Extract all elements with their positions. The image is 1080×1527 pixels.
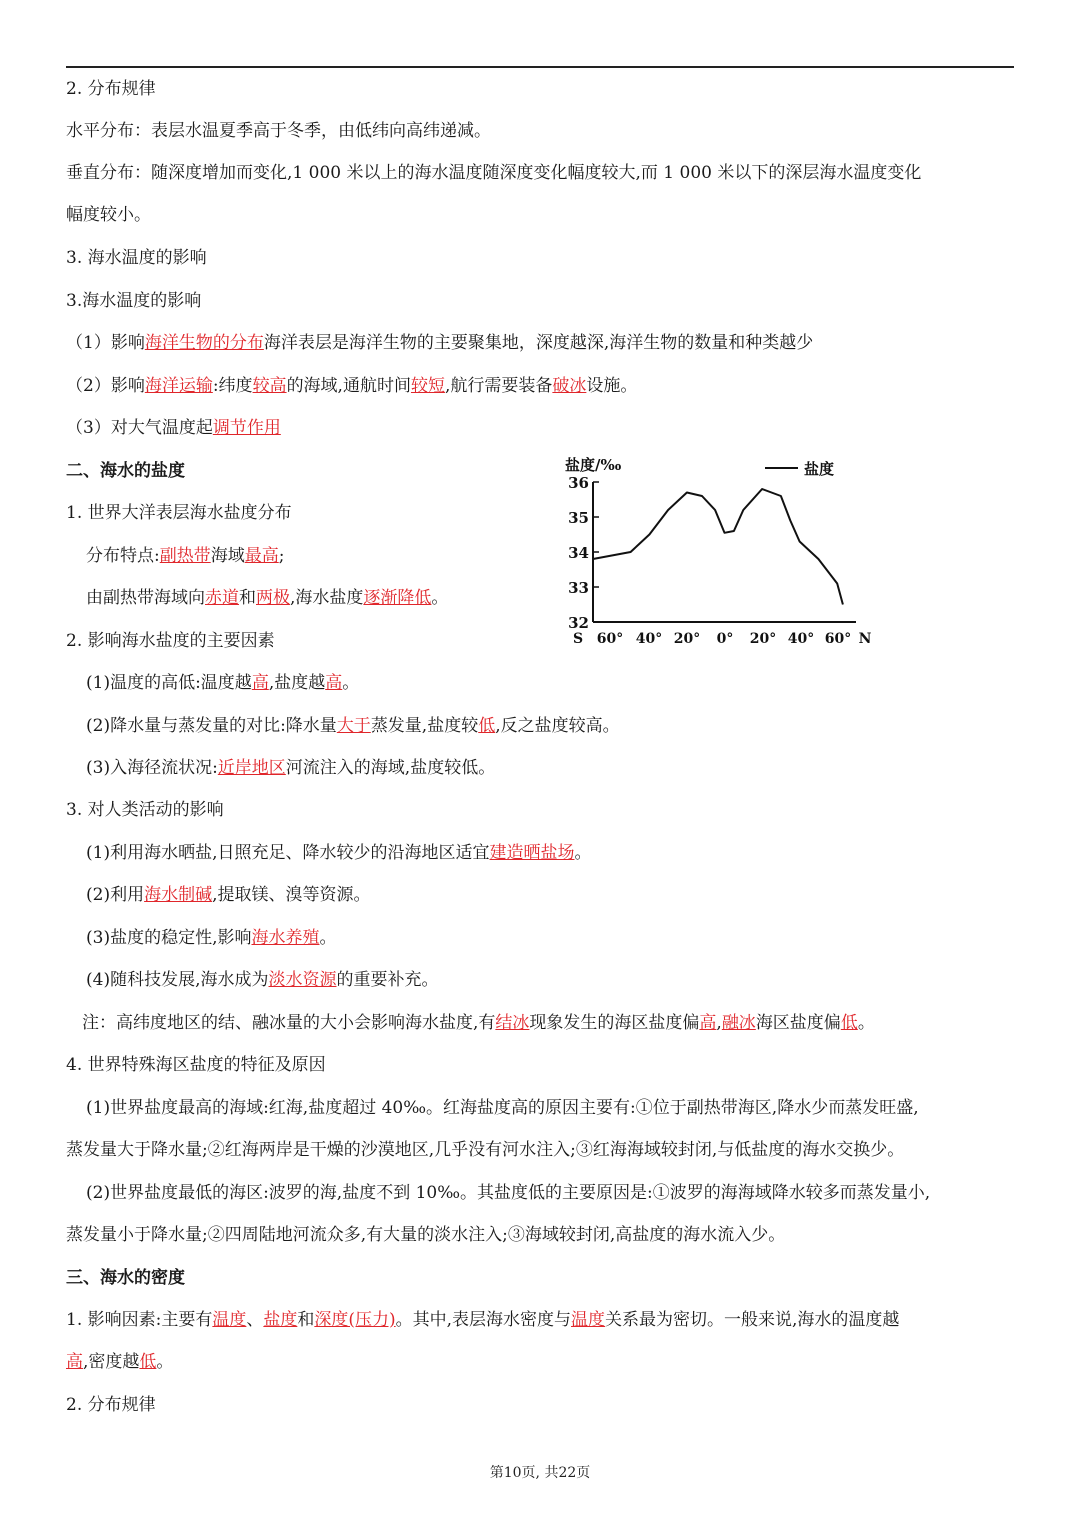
y-tick-label: 34 bbox=[568, 544, 589, 562]
y-tick-label: 32 bbox=[568, 614, 589, 632]
density-factors-cont: 高,密度越低。 bbox=[66, 1352, 174, 1372]
x-tick-label: 60° bbox=[824, 631, 852, 647]
density-factors: 1. 影响因素:主要有温度、盐度和深度(压力)。其中,表层海水密度与温度关系最为密切。一般来说,海水的温度越 bbox=[66, 1310, 900, 1330]
page-footer: 第10页, 共22页 bbox=[489, 1465, 591, 1481]
y-tick-label: 35 bbox=[568, 509, 589, 527]
x-tick-label: 40° bbox=[635, 631, 663, 647]
section-salinity-title: 二、海水的盐度 bbox=[66, 461, 185, 481]
impact-aquaculture: (3)盐度的稳定性,影响海水养殖。 bbox=[86, 928, 337, 948]
influence-marine-life: （1）影响海洋生物的分布海洋表层是海洋生物的主要聚集地，深度越深,海洋生物的数量和种类越少 bbox=[66, 333, 814, 353]
vertical-distribution-text-cont: 幅度较小。 bbox=[66, 205, 151, 225]
x-tick-label: 60° bbox=[596, 631, 624, 647]
red-sea-text-cont: 蒸发量大于降水量;②红海两岸是干燥的沙漠地区,几乎没有河水注入;③红海海域较封闭,与低盐度的海水交换少。 bbox=[66, 1140, 905, 1160]
heading-temperature-influence-dup: 3.海水温度的影响 bbox=[66, 291, 202, 311]
y-tick-label: 36 bbox=[568, 474, 589, 492]
section-density-title: 三、海水的密度 bbox=[66, 1268, 185, 1288]
x-tick-label: 0° bbox=[716, 631, 734, 647]
factor-precipitation-evaporation: (2)降水量与蒸发量的对比:降水量大于蒸发量,盐度较低,反之盐度较高。 bbox=[86, 716, 620, 736]
salinity-feature: 分布特点:副热带海域最高; bbox=[86, 546, 285, 566]
factor-temperature: (1)温度的高低:温度越高,盐度越高。 bbox=[86, 673, 360, 693]
x-tick-label: 40° bbox=[787, 631, 815, 647]
impact-soda: (2)利用海水制碱,提取镁、溴等资源。 bbox=[86, 885, 371, 905]
heading-human-impact: 3. 对人类活动的影响 bbox=[66, 800, 224, 820]
impact-freshwater: (4)随科技发展,海水成为淡水资源的重要补充。 bbox=[86, 970, 439, 990]
factor-runoff: (3)入海径流状况:近岸地区河流注入的海域,盐度较低。 bbox=[86, 758, 496, 778]
heading-special-seas: 4. 世界特殊海区盐度的特征及原因 bbox=[66, 1055, 326, 1075]
heading-salinity-distribution: 1. 世界大洋表层海水盐度分布 bbox=[66, 503, 292, 523]
red-sea-text: (1)世界盐度最高的海域:红海,盐度超过 40‰。红海盐度高的原因主要有:①位于副热带海区,降水少而蒸发旺盛, bbox=[86, 1098, 919, 1118]
influence-air-temperature: （3）对大气温度起调节作用 bbox=[66, 418, 281, 438]
x-tick-label: 20° bbox=[749, 631, 777, 647]
legend-label: 盐度 bbox=[804, 460, 835, 478]
influence-marine-transport: （2）影响海洋运输:纬度较高的海域,通航时间较短,航行需要装备破冰设施。 bbox=[66, 376, 638, 396]
x-tick-label: 20° bbox=[673, 631, 701, 647]
horizontal-distribution-text: 水平分布：表层水温夏季高于冬季，由低纬向高纬递减。 bbox=[66, 121, 491, 141]
impact-salt-making: (1)利用海水晒盐,日照充足、降水较少的沿海地区适宜建造晒盐场。 bbox=[86, 843, 592, 863]
vertical-distribution-text: 垂直分布：随深度增加而变化,1 000 米以上的海水温度随深度变化幅度较大,而 1 000 米以下的深层海水温度变化 bbox=[66, 163, 922, 183]
x-tick-label: N bbox=[858, 631, 872, 647]
heading-temperature-influence: 3. 海水温度的影响 bbox=[66, 248, 207, 268]
heading-density-distribution: 2. 分布规律 bbox=[66, 1395, 156, 1415]
baltic-sea-text: (2)世界盐度最低的海区:波罗的海,盐度不到 10‰。其盐度低的主要原因是:①波罗的海海域降水较多而蒸发量小, bbox=[86, 1183, 931, 1203]
y-tick-label: 33 bbox=[568, 579, 589, 597]
baltic-sea-text-cont: 蒸发量小于降水量;②四周陆地河流众多,有大量的淡水注入;③海域较封闭,高盐度的海水流入少。 bbox=[66, 1225, 786, 1245]
salinity-gradient: 由副热带海域向赤道和两极,海水盐度逐渐降低。 bbox=[86, 588, 449, 608]
salinity-chart bbox=[560, 452, 880, 657]
note-ice: 注：高纬度地区的结、融冰量的大小会影响海水盐度,有结冰现象发生的海区盐度偏高,融冰海区盐度偏低。 bbox=[82, 1013, 875, 1033]
salinity-series-line bbox=[593, 489, 843, 605]
heading-salinity-factors: 2. 影响海水盐度的主要因素 bbox=[66, 631, 275, 651]
x-tick-label: S bbox=[572, 631, 584, 647]
y-axis-label: 盐度/‰ bbox=[565, 456, 622, 474]
heading-distribution-rule: 2. 分布规律 bbox=[66, 79, 156, 99]
header-rule bbox=[66, 66, 1014, 68]
